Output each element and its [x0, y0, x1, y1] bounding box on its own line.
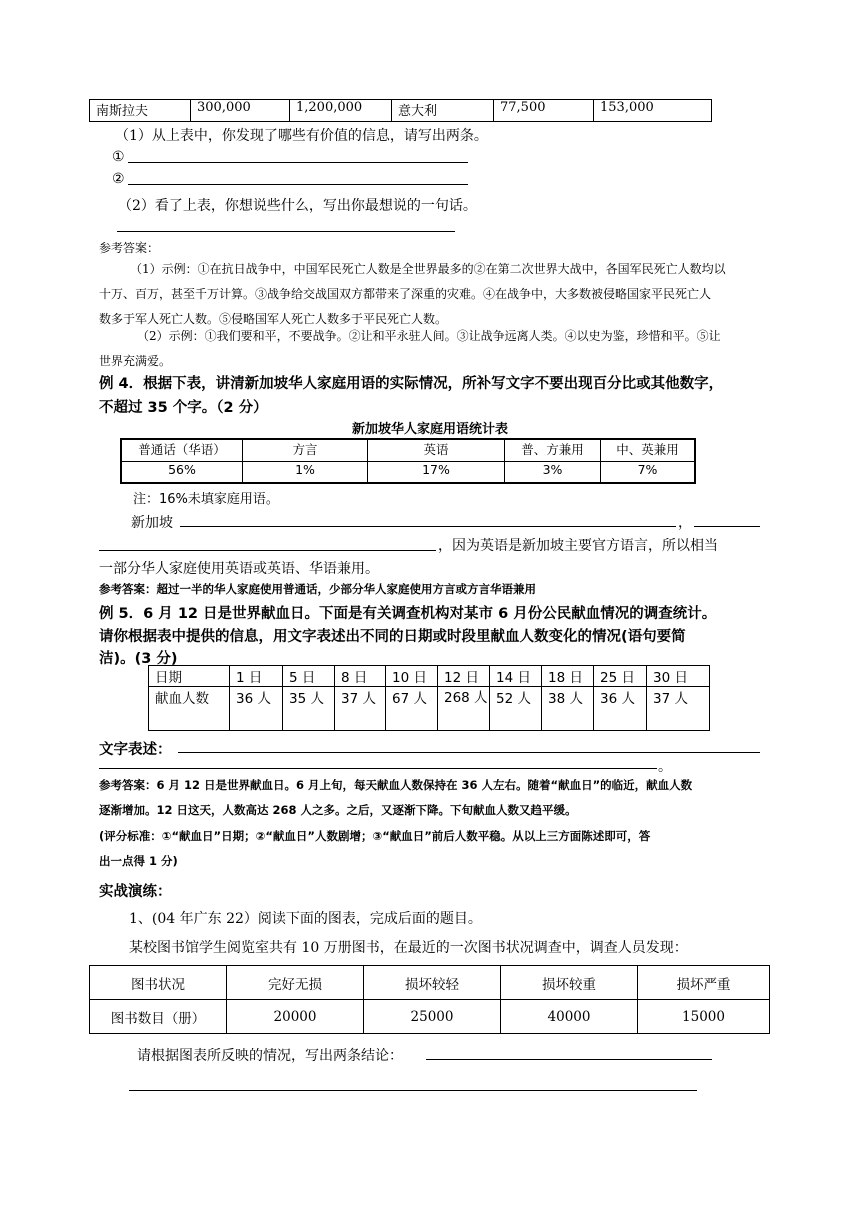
- table-cell: 268 人: [438, 687, 490, 731]
- description-line-2[interactable]: [99, 768, 657, 769]
- fill-start: 新加坡: [131, 515, 173, 531]
- table-cell: 25 日: [594, 666, 647, 687]
- book-condition-table: [89, 965, 770, 1034]
- conclusion-line-1[interactable]: [426, 1059, 712, 1060]
- table-cell: 7%: [601, 461, 696, 483]
- table-cell: 52 人: [490, 687, 542, 731]
- table-cell: 18 日: [542, 666, 594, 687]
- table-cell: 日期: [149, 666, 230, 687]
- table-cell: 37 人: [647, 687, 710, 731]
- table-cell: 意大利: [392, 100, 494, 122]
- reference-answer-2: [99, 324, 721, 374]
- description-line-1[interactable]: [178, 752, 760, 753]
- table-header: 损坏较重: [501, 966, 638, 1000]
- table-cell: 17%: [368, 461, 505, 483]
- answer-line: （1）示例：①在抗日战争中，中国军民死亡人数是全世界最多的②在第二次世界大战中，各国军民死亡人数均以: [130, 262, 726, 276]
- question-1-prompt: （1）从上表中，你发现了哪些有价值的信息，请写出两条。: [115, 128, 488, 144]
- answer-line-2[interactable]: [128, 184, 468, 185]
- table-cell: 献血人数: [149, 687, 230, 731]
- practice-heading: 实战演练：: [99, 884, 172, 900]
- answer-line: （2）示例：①我们要和平，不要战争。②让和平永驻人间。③让战争远离人类。④以史为鉴，珍惜和平。⑤让: [137, 329, 721, 343]
- table-cell: 10 日: [386, 666, 438, 687]
- reference-answer-1: [99, 257, 726, 332]
- table-cell: 15000: [638, 1000, 770, 1034]
- fill-blank-3[interactable]: [99, 550, 436, 551]
- answer-line: 世界充满爱。: [99, 354, 172, 368]
- answer-marker-1: ①: [112, 149, 125, 165]
- example-5-line-3: 洁)。(3 分): [99, 651, 178, 667]
- fill-comma: ，: [678, 515, 692, 531]
- table-header: 方言: [243, 439, 368, 461]
- answer-line-1[interactable]: [128, 162, 468, 163]
- table-header: 损坏严重: [638, 966, 770, 1000]
- example-5-line-2: 请你根据表中提供的信息，用文字表述出不同的日期或时段里献血人数变化的情况(语句要简: [99, 629, 686, 645]
- table-cell: 1 日: [230, 666, 283, 687]
- table-cell: 5 日: [283, 666, 335, 687]
- table-cell: 8 日: [335, 666, 386, 687]
- table-title: 新加坡华人家庭用语统计表: [352, 422, 509, 437]
- table-cell: 300,000: [191, 100, 290, 122]
- table-cell: 38 人: [542, 687, 594, 731]
- table-cell: 30 日: [647, 666, 710, 687]
- example-4-answer: 参考答案：超过一半的华人家庭使用普通话，少部分华人家庭使用方言或方言华语兼用: [99, 582, 536, 596]
- answer-line: 数多于军人死亡人数。⑤侵略国军人死亡人数多于平民死亡人数。: [99, 312, 448, 326]
- table-header: 英语: [368, 439, 505, 461]
- description-label: 文字表述：: [99, 742, 172, 758]
- example-4-line-1: 例 4．根据下表，讲清新加坡华人家庭用语的实际情况，所补写文字不要出现百分比或其他数字，: [99, 376, 724, 392]
- singapore-language-table: [120, 438, 696, 484]
- table-cell: 35 人: [283, 687, 335, 731]
- example-5-answer-1: 参考答案：6 月 12 日是世界献血日。6 月上旬，每天献血人数保持在 36 人左右。随着“献血日”的临近，献血人数: [99, 778, 693, 792]
- answer-marker-2: ②: [112, 171, 125, 187]
- table-cell: 77,500: [494, 100, 594, 122]
- question-2-prompt: （2）看了上表，你想说些什么，写出你最想说的一句话。: [118, 198, 477, 214]
- scoring-line-2: 出一点得 1 分): [99, 854, 178, 868]
- table-cell: 20000: [227, 1000, 364, 1034]
- practice-question-1: 1、(04 年广东 22）阅读下面的图表，完成后面的题目。: [129, 911, 482, 927]
- answer-line: 十万、百万，甚至千万计算。③战争给交战国双方都带来了深重的灾难。④在战争中，大多数被侵略国家平民死亡人: [99, 287, 712, 301]
- fill-mid: ，因为英语是新加坡主要官方语言，所以相当: [438, 538, 718, 554]
- table-cell: 1%: [243, 461, 368, 483]
- table-header: 完好无损: [227, 966, 364, 1000]
- example-4-line-2: 不超过 35 个字。（2 分）: [99, 400, 268, 416]
- table-header: 图书状况: [90, 966, 227, 1000]
- fill-end: 一部分华人家庭使用英语或英语、华语兼用。: [99, 561, 379, 577]
- table-cell: 1,200,000: [290, 100, 392, 122]
- table-cell: 40000: [501, 1000, 638, 1034]
- conclusion-prompt: 请根据图表所反映的情况，写出两条结论：: [137, 1048, 403, 1064]
- table-cell: 25000: [364, 1000, 501, 1034]
- example-5-line-1: 例 5．6 月 12 日是世界献血日。下面是有关调查机构对某市 6 月份公民献血情况的调查统计。: [99, 606, 717, 622]
- example-5-answer-2: 逐渐增加。12 日这天，人数高达 268 人之多。之后，又逐渐下降。下旬献血人数又趋平缓。: [99, 803, 577, 817]
- scoring-line-1: (评分标准：①“献血日”日期；②“献血日”人数剧增；③“献血日”前后人数平稳。从以上三方面陈述即可，答: [99, 829, 651, 843]
- answer-line-3[interactable]: [117, 231, 455, 232]
- table-cell: 153,000: [594, 100, 712, 122]
- practice-intro: 某校图书馆学生阅览室共有 10 万册图书，在最近的一次图书状况调查中，调查人员发现：: [129, 940, 688, 956]
- table-cell: 南斯拉夫: [90, 100, 191, 122]
- table-cell: 36 人: [230, 687, 283, 731]
- table-cell: 36 人: [594, 687, 647, 731]
- war-casualty-table: [89, 99, 712, 122]
- table-cell: 67 人: [386, 687, 438, 731]
- conclusion-line-2[interactable]: [129, 1090, 697, 1091]
- table-cell: 12 日: [438, 666, 490, 687]
- table-cell: 56%: [121, 461, 243, 483]
- blood-donation-table: [148, 665, 710, 731]
- description-period: 。: [658, 759, 672, 775]
- table-header: 普、方兼用: [505, 439, 601, 461]
- table-cell: 37 人: [335, 687, 386, 731]
- table-header: 普通话（华语）: [121, 439, 243, 461]
- fill-blank-1[interactable]: [180, 526, 676, 527]
- table-header: 损坏较轻: [364, 966, 501, 1000]
- table-cell: 14 日: [490, 666, 542, 687]
- fill-blank-2[interactable]: [694, 526, 760, 527]
- table-cell: 图书数目（册）: [90, 1000, 227, 1034]
- table-note: 注：16%未填家庭用语。: [133, 492, 279, 507]
- table-cell: 3%: [505, 461, 601, 483]
- reference-answer-label: 参考答案：: [99, 241, 160, 255]
- table-header: 中、英兼用: [601, 439, 696, 461]
